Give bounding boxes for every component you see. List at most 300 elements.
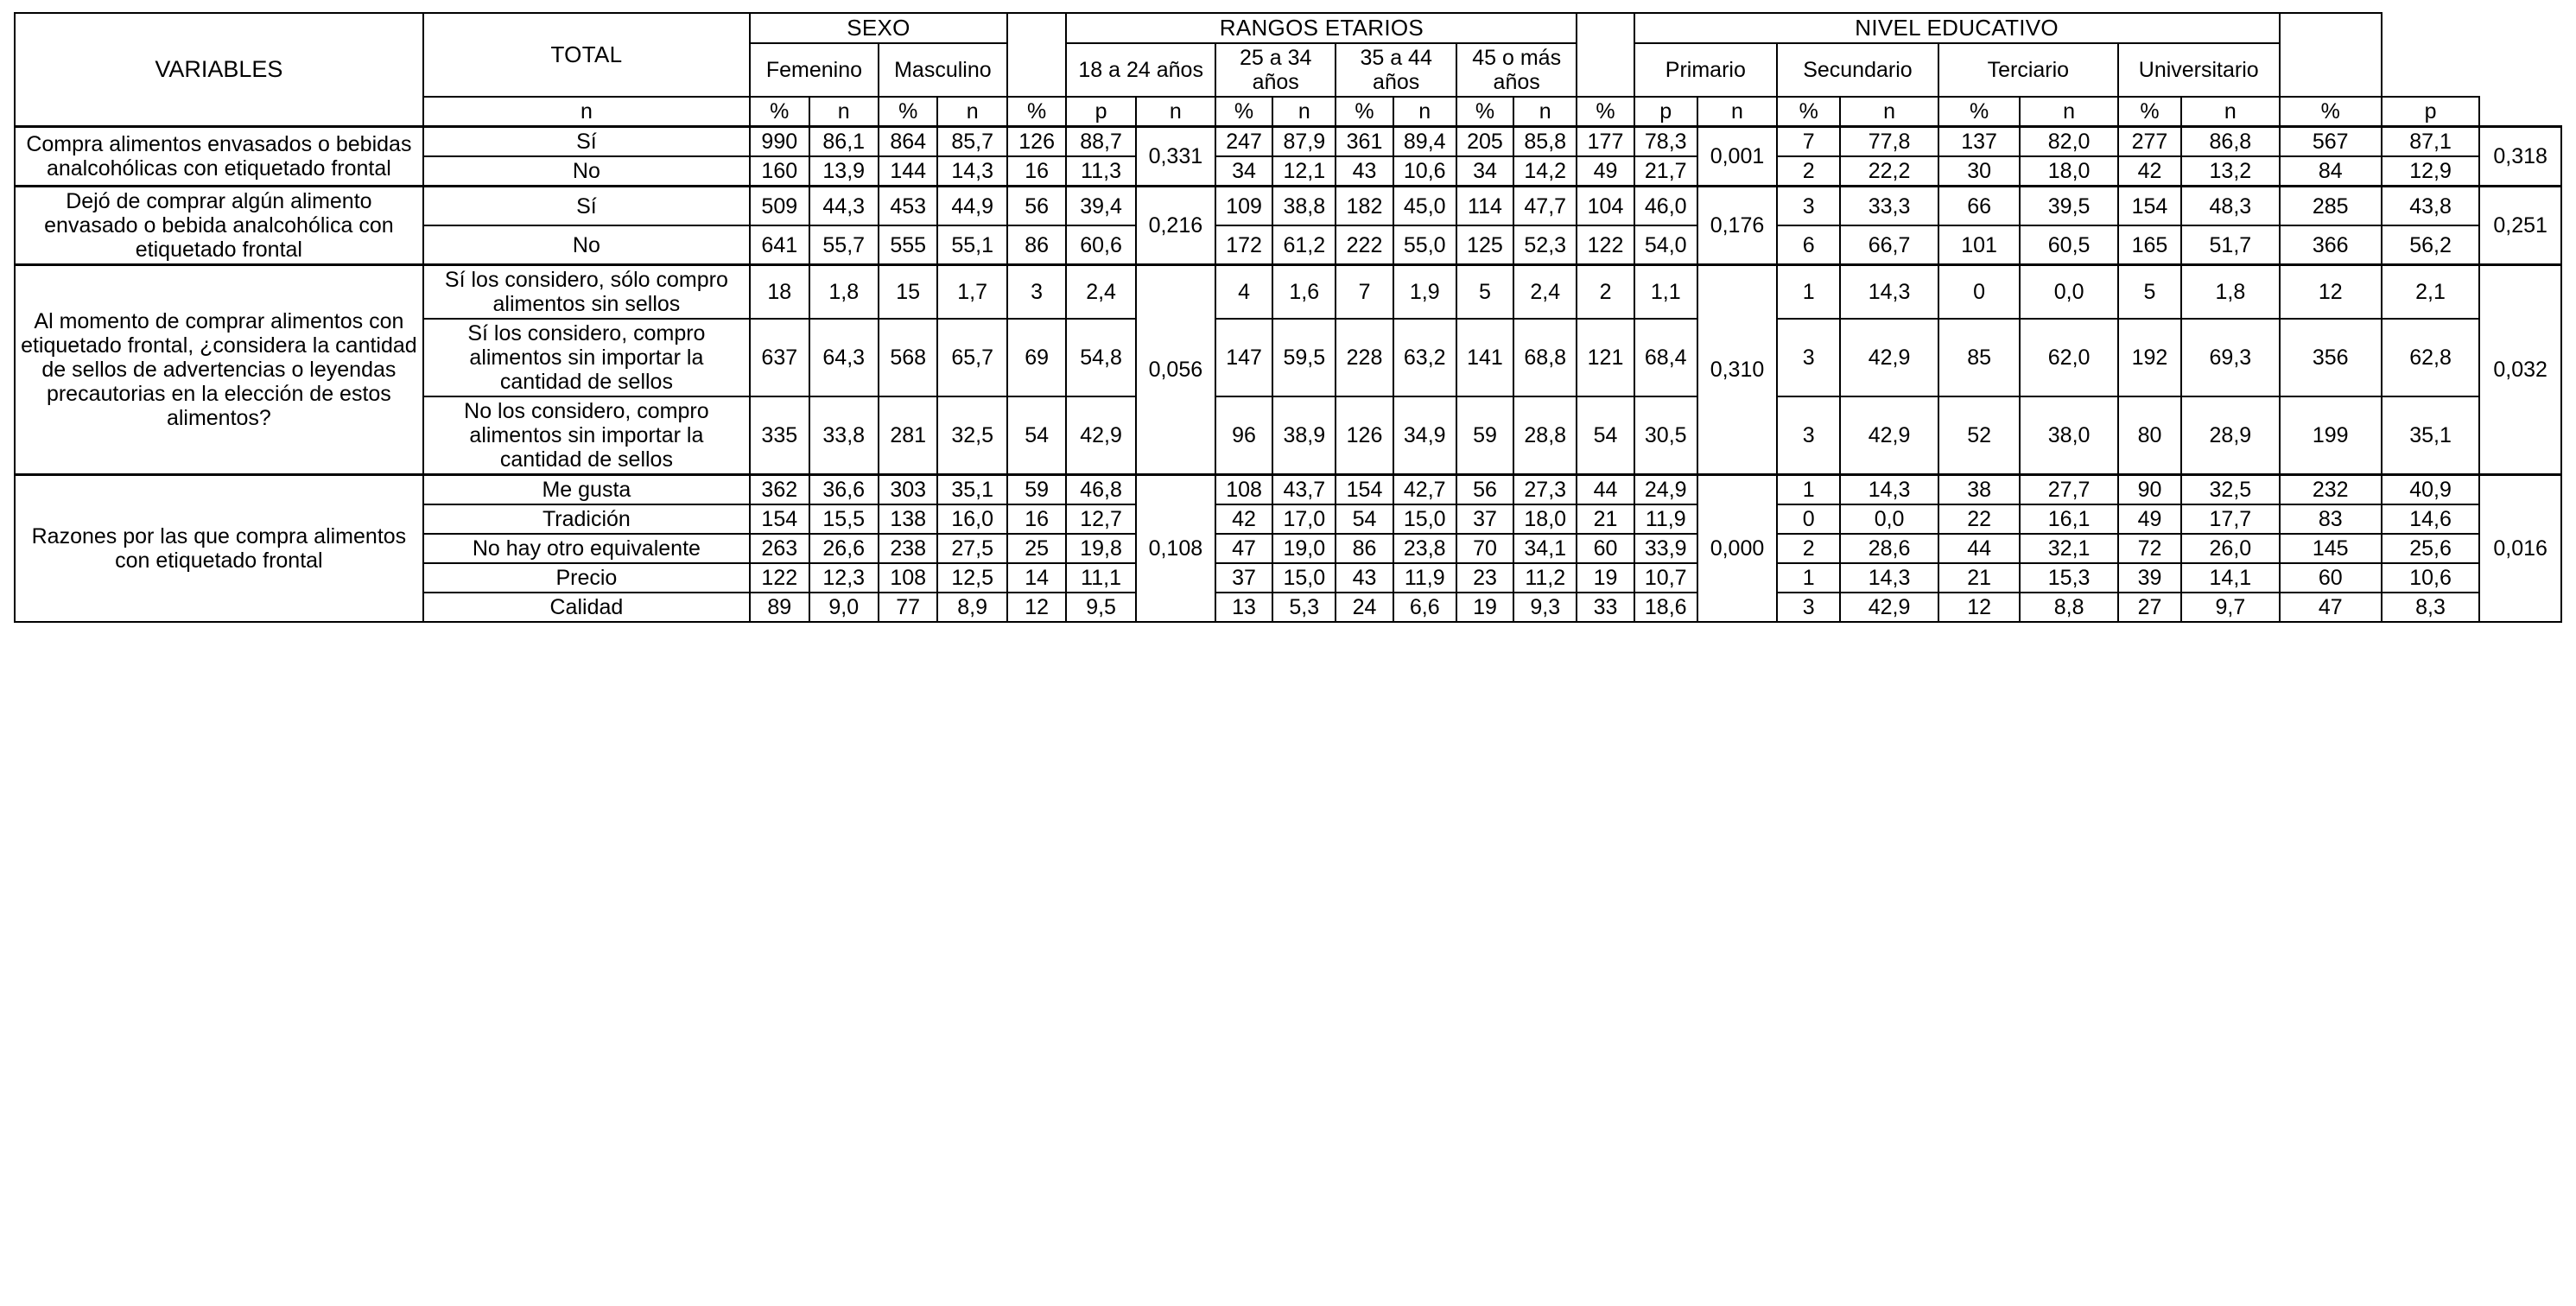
data-cell: 15,0 xyxy=(1393,504,1456,534)
header-secundario-n: n xyxy=(1840,97,1938,127)
data-cell: 38,9 xyxy=(1272,396,1336,475)
data-cell: 8,3 xyxy=(2382,593,2479,622)
data-cell: 165 xyxy=(2118,225,2181,265)
data-cell: 54 xyxy=(1336,504,1393,534)
data-cell: 85,7 xyxy=(937,127,1006,157)
data-cell: 14,3 xyxy=(1840,475,1938,505)
data-cell: 44,9 xyxy=(937,187,1006,226)
data-cell: 145 xyxy=(2280,534,2382,563)
data-cell: 88,7 xyxy=(1066,127,1135,157)
data-cell: 48,3 xyxy=(2181,187,2280,226)
data-cell: 19 xyxy=(1456,593,1513,622)
header-p-edad: p xyxy=(1634,97,1697,127)
data-cell: 10,6 xyxy=(2382,563,2479,593)
data-cell: 303 xyxy=(879,475,938,505)
p-value-edad: 0,310 xyxy=(1697,265,1777,475)
data-cell: 5 xyxy=(1456,265,1513,320)
category-label: No los considero, compro alimentos sin importar la cantidad de sellos xyxy=(423,396,750,475)
data-cell: 51,7 xyxy=(2181,225,2280,265)
data-cell: 44,3 xyxy=(809,187,879,226)
data-cell: 28,8 xyxy=(1513,396,1577,475)
data-cell: 27,7 xyxy=(2020,475,2117,505)
data-cell: 59 xyxy=(1456,396,1513,475)
data-cell: 10,7 xyxy=(1634,563,1697,593)
data-cell: 14,1 xyxy=(2181,563,2280,593)
category-label: No hay otro equivalente xyxy=(423,534,750,563)
data-cell: 84 xyxy=(2280,156,2382,187)
header-18-24-pct: % xyxy=(1215,97,1272,127)
header-primario: Primario xyxy=(1634,43,1777,97)
data-cell: 47,7 xyxy=(1513,187,1577,226)
data-cell: 362 xyxy=(750,475,809,505)
data-cell: 19,8 xyxy=(1066,534,1135,563)
category-label: No xyxy=(423,156,750,187)
data-cell: 101 xyxy=(1938,225,2021,265)
data-cell: 89 xyxy=(750,593,809,622)
data-cell: 14,3 xyxy=(1840,265,1938,320)
data-cell: 68,4 xyxy=(1634,319,1697,396)
data-cell: 25,6 xyxy=(2382,534,2479,563)
data-cell: 34,9 xyxy=(1393,396,1456,475)
data-cell: 14 xyxy=(1007,563,1067,593)
data-cell: 17,7 xyxy=(2181,504,2280,534)
data-cell: 32,5 xyxy=(937,396,1006,475)
data-cell: 126 xyxy=(1336,396,1393,475)
header-45-mas: 45 o más años xyxy=(1456,43,1577,97)
category-label: Sí los considero, compro alimentos sin importar la cantidad de sellos xyxy=(423,319,750,396)
data-cell: 16 xyxy=(1007,504,1067,534)
data-cell: 42,9 xyxy=(1840,396,1938,475)
table-row xyxy=(15,187,2561,226)
data-cell: 12,7 xyxy=(1066,504,1135,534)
header-p-sexo-placeholder xyxy=(1007,13,1067,97)
data-cell: 59 xyxy=(1007,475,1067,505)
data-cell: 9,0 xyxy=(809,593,879,622)
data-cell: 40,9 xyxy=(2382,475,2479,505)
data-cell: 199 xyxy=(2280,396,2382,475)
data-cell: 34 xyxy=(1215,156,1272,187)
data-cell: 44 xyxy=(1938,534,2021,563)
data-cell: 24,9 xyxy=(1634,475,1697,505)
data-cell: 11,9 xyxy=(1393,563,1456,593)
data-cell: 43 xyxy=(1336,563,1393,593)
data-cell: 361 xyxy=(1336,127,1393,157)
header-masculino-n: n xyxy=(937,97,1006,127)
table-row xyxy=(15,127,2561,157)
header-primario-pct: % xyxy=(1777,97,1840,127)
data-cell: 453 xyxy=(879,187,938,226)
data-cell: 52 xyxy=(1938,396,2021,475)
data-cell: 14,6 xyxy=(2382,504,2479,534)
data-cell: 85 xyxy=(1938,319,2021,396)
category-label: Sí xyxy=(423,187,750,226)
header-35-44-pct: % xyxy=(1456,97,1513,127)
data-cell: 0,0 xyxy=(2020,265,2117,320)
category-label: Sí xyxy=(423,127,750,157)
header-universitario: Universitario xyxy=(2118,43,2280,97)
variable-label: Razones por las que compra alimentos con etiquetado frontal xyxy=(15,475,423,623)
variable-label: Compra alimentos envasados o bebidas analcohólicas con etiquetado frontal xyxy=(15,127,423,187)
data-cell: 12 xyxy=(2280,265,2382,320)
data-cell: 86 xyxy=(1007,225,1067,265)
data-cell: 60 xyxy=(1577,534,1634,563)
header-group-nivel: NIVEL EDUCATIVO xyxy=(1634,13,2280,43)
data-cell: 3 xyxy=(1007,265,1067,320)
data-cell: 13 xyxy=(1215,593,1272,622)
header-35-44: 35 a 44 años xyxy=(1336,43,1456,97)
data-cell: 38 xyxy=(1938,475,2021,505)
data-cell: 8,9 xyxy=(937,593,1006,622)
data-cell: 3 xyxy=(1777,187,1840,226)
data-cell: 27 xyxy=(2118,593,2181,622)
data-cell: 69 xyxy=(1007,319,1067,396)
data-cell: 33,8 xyxy=(809,396,879,475)
data-cell: 25 xyxy=(1007,534,1067,563)
data-cell: 6 xyxy=(1777,225,1840,265)
data-cell: 59,5 xyxy=(1272,319,1336,396)
category-label: Precio xyxy=(423,563,750,593)
data-cell: 641 xyxy=(750,225,809,265)
data-cell: 7 xyxy=(1777,127,1840,157)
header-universitario-pct: % xyxy=(2280,97,2382,127)
data-cell: 69,3 xyxy=(2181,319,2280,396)
data-cell: 28,6 xyxy=(1840,534,1938,563)
data-cell: 43,7 xyxy=(1272,475,1336,505)
data-cell: 9,5 xyxy=(1066,593,1135,622)
data-cell: 37 xyxy=(1215,563,1272,593)
data-cell: 30,5 xyxy=(1634,396,1697,475)
data-cell: 23 xyxy=(1456,563,1513,593)
p-value-nivel: 0,032 xyxy=(2479,265,2561,475)
header-p-nivel-placeholder xyxy=(2280,13,2382,97)
data-cell: 990 xyxy=(750,127,809,157)
data-cell: 285 xyxy=(2280,187,2382,226)
data-cell: 44 xyxy=(1577,475,1634,505)
header-universitario-n: n xyxy=(2181,97,2280,127)
data-cell: 3 xyxy=(1777,319,1840,396)
table-body xyxy=(15,127,2561,623)
data-cell: 42,9 xyxy=(1840,319,1938,396)
header-18-24: 18 a 24 años xyxy=(1066,43,1215,97)
data-cell: 26,6 xyxy=(809,534,879,563)
data-cell: 11,1 xyxy=(1066,563,1135,593)
header-45-mas-n: n xyxy=(1513,97,1577,127)
table-row xyxy=(15,265,2561,320)
data-cell: 70 xyxy=(1456,534,1513,563)
data-cell: 222 xyxy=(1336,225,1393,265)
data-cell: 38,8 xyxy=(1272,187,1336,226)
data-cell: 12 xyxy=(1938,593,2021,622)
p-value-nivel: 0,318 xyxy=(2479,127,2561,187)
table-header xyxy=(15,13,2561,127)
data-cell: 90 xyxy=(2118,475,2181,505)
data-cell: 1,8 xyxy=(2181,265,2280,320)
table-row xyxy=(15,475,2561,505)
data-cell: 80 xyxy=(2118,396,2181,475)
data-cell: 78,3 xyxy=(1634,127,1697,157)
data-cell: 147 xyxy=(1215,319,1272,396)
data-cell: 55,7 xyxy=(809,225,879,265)
data-cell: 46,8 xyxy=(1066,475,1135,505)
data-cell: 108 xyxy=(1215,475,1272,505)
data-cell: 1,1 xyxy=(1634,265,1697,320)
data-cell: 509 xyxy=(750,187,809,226)
data-cell: 137 xyxy=(1938,127,2021,157)
header-total: TOTAL xyxy=(423,13,750,97)
data-cell: 43,8 xyxy=(2382,187,2479,226)
data-cell: 1,6 xyxy=(1272,265,1336,320)
data-cell: 39 xyxy=(2118,563,2181,593)
data-cell: 3 xyxy=(1777,593,1840,622)
data-cell: 192 xyxy=(2118,319,2181,396)
p-value-edad: 0,176 xyxy=(1697,187,1777,265)
data-cell: 12,1 xyxy=(1272,156,1336,187)
data-cell: 47 xyxy=(2280,593,2382,622)
data-cell: 177 xyxy=(1577,127,1634,157)
data-cell: 42 xyxy=(1215,504,1272,534)
data-cell: 62,8 xyxy=(2382,319,2479,396)
data-cell: 33,9 xyxy=(1634,534,1697,563)
data-cell: 42,9 xyxy=(1840,593,1938,622)
data-cell: 45,0 xyxy=(1393,187,1456,226)
data-cell: 356 xyxy=(2280,319,2382,396)
data-cell: 2,4 xyxy=(1066,265,1135,320)
data-cell: 2 xyxy=(1777,156,1840,187)
header-25-34-pct: % xyxy=(1336,97,1393,127)
data-cell: 3 xyxy=(1777,396,1840,475)
data-cell: 35,1 xyxy=(937,475,1006,505)
header-femenino-n: n xyxy=(809,97,879,127)
data-cell: 87,9 xyxy=(1272,127,1336,157)
data-cell: 21 xyxy=(1577,504,1634,534)
data-cell: 14,2 xyxy=(1513,156,1577,187)
data-cell: 154 xyxy=(1336,475,1393,505)
data-cell: 1,9 xyxy=(1393,265,1456,320)
data-cell: 83 xyxy=(2280,504,2382,534)
data-cell: 96 xyxy=(1215,396,1272,475)
variable-label: Al momento de comprar alimentos con etiquetado frontal, ¿considera la cantidad de sellos de advertencias o leyendas precautorias en la elección de estos alimentos? xyxy=(15,265,423,475)
data-cell: 5 xyxy=(2118,265,2181,320)
data-cell: 68,8 xyxy=(1513,319,1577,396)
data-cell: 32,5 xyxy=(2181,475,2280,505)
data-cell: 86,1 xyxy=(809,127,879,157)
data-cell: 86,8 xyxy=(2181,127,2280,157)
data-cell: 232 xyxy=(2280,475,2382,505)
data-cell: 281 xyxy=(879,396,938,475)
header-group-sexo: SEXO xyxy=(750,13,1007,43)
header-18-24-n: n xyxy=(1136,97,1215,127)
data-cell: 0 xyxy=(1938,265,2021,320)
data-cell: 172 xyxy=(1215,225,1272,265)
header-p-nivel: p xyxy=(2382,97,2479,127)
data-cell: 42 xyxy=(2118,156,2181,187)
data-cell: 34 xyxy=(1456,156,1513,187)
p-value-nivel: 0,016 xyxy=(2479,475,2561,623)
p-value-edad: 0,000 xyxy=(1697,475,1777,623)
data-cell: 16,1 xyxy=(2020,504,2117,534)
data-cell: 182 xyxy=(1336,187,1393,226)
data-cell: 56 xyxy=(1007,187,1067,226)
data-cell: 9,3 xyxy=(1513,593,1577,622)
data-cell: 21 xyxy=(1938,563,2021,593)
header-masculino: Masculino xyxy=(879,43,1007,97)
header-terciario-n: n xyxy=(2020,97,2117,127)
data-cell: 126 xyxy=(1007,127,1067,157)
data-cell: 14,3 xyxy=(1840,563,1938,593)
data-cell: 54 xyxy=(1577,396,1634,475)
header-total-n: n xyxy=(423,97,750,127)
data-cell: 56,2 xyxy=(2382,225,2479,265)
p-value-nivel: 0,251 xyxy=(2479,187,2561,265)
header-total-pct: % xyxy=(750,97,809,127)
data-cell: 0,0 xyxy=(1840,504,1938,534)
data-cell: 32,1 xyxy=(2020,534,2117,563)
data-cell: 38,0 xyxy=(2020,396,2117,475)
header-35-44-n: n xyxy=(1393,97,1456,127)
data-cell: 277 xyxy=(2118,127,2181,157)
data-cell: 205 xyxy=(1456,127,1513,157)
data-cell: 17,0 xyxy=(1272,504,1336,534)
header-secundario: Secundario xyxy=(1777,43,1938,97)
data-cell: 27,3 xyxy=(1513,475,1577,505)
data-cell: 37 xyxy=(1456,504,1513,534)
data-cell: 121 xyxy=(1577,319,1634,396)
data-cell: 24 xyxy=(1336,593,1393,622)
data-cell: 33,3 xyxy=(1840,187,1938,226)
category-label: Calidad xyxy=(423,593,750,622)
data-cell: 10,6 xyxy=(1393,156,1456,187)
data-cell: 114 xyxy=(1456,187,1513,226)
data-cell: 64,3 xyxy=(809,319,879,396)
data-cell: 85,8 xyxy=(1513,127,1577,157)
data-cell: 15,5 xyxy=(809,504,879,534)
header-terciario-pct: % xyxy=(2118,97,2181,127)
data-cell: 35,1 xyxy=(2382,396,2479,475)
data-cell: 86 xyxy=(1336,534,1393,563)
data-cell: 263 xyxy=(750,534,809,563)
p-value-sexo: 0,331 xyxy=(1136,127,1215,187)
data-cell: 42,9 xyxy=(1066,396,1135,475)
data-cell: 22 xyxy=(1938,504,2021,534)
header-25-34-n: n xyxy=(1272,97,1336,127)
data-cell: 34,1 xyxy=(1513,534,1577,563)
data-cell: 12 xyxy=(1007,593,1067,622)
category-label: No xyxy=(423,225,750,265)
header-variables: VARIABLES xyxy=(15,13,423,127)
data-cell: 27,5 xyxy=(937,534,1006,563)
p-value-edad: 0,001 xyxy=(1697,127,1777,187)
data-cell: 8,8 xyxy=(2020,593,2117,622)
data-cell: 60 xyxy=(2280,563,2382,593)
data-cell: 19 xyxy=(1577,563,1634,593)
data-cell: 5,3 xyxy=(1272,593,1336,622)
data-cell: 11,9 xyxy=(1634,504,1697,534)
data-cell: 18,0 xyxy=(2020,156,2117,187)
data-cell: 77 xyxy=(879,593,938,622)
header-p-edad-placeholder xyxy=(1577,13,1634,97)
data-cell: 335 xyxy=(750,396,809,475)
data-cell: 77,8 xyxy=(1840,127,1938,157)
data-cell: 154 xyxy=(750,504,809,534)
data-cell: 15,3 xyxy=(2020,563,2117,593)
data-cell: 49 xyxy=(2118,504,2181,534)
data-cell: 89,4 xyxy=(1393,127,1456,157)
data-cell: 154 xyxy=(2118,187,2181,226)
data-cell: 60,6 xyxy=(1066,225,1135,265)
data-cell: 238 xyxy=(879,534,938,563)
data-cell: 141 xyxy=(1456,319,1513,396)
data-cell: 39,5 xyxy=(2020,187,2117,226)
data-cell: 26,0 xyxy=(2181,534,2280,563)
data-cell: 15,0 xyxy=(1272,563,1336,593)
data-cell: 1,8 xyxy=(809,265,879,320)
data-cell: 15 xyxy=(879,265,938,320)
data-cell: 1 xyxy=(1777,475,1840,505)
data-cell: 52,3 xyxy=(1513,225,1577,265)
data-cell: 14,3 xyxy=(937,156,1006,187)
data-cell: 4 xyxy=(1215,265,1272,320)
data-cell: 66 xyxy=(1938,187,2021,226)
data-cell: 9,7 xyxy=(2181,593,2280,622)
data-cell: 46,0 xyxy=(1634,187,1697,226)
data-cell: 0 xyxy=(1777,504,1840,534)
data-cell: 12,5 xyxy=(937,563,1006,593)
p-value-sexo: 0,056 xyxy=(1136,265,1215,475)
data-cell: 1,7 xyxy=(937,265,1006,320)
data-cell: 12,3 xyxy=(809,563,879,593)
data-cell: 122 xyxy=(1577,225,1634,265)
data-cell: 11,3 xyxy=(1066,156,1135,187)
data-cell: 11,2 xyxy=(1513,563,1577,593)
data-cell: 55,0 xyxy=(1393,225,1456,265)
variable-label: Dejó de comprar algún alimento envasado o bebida analcohólica con etiquetado frontal xyxy=(15,187,423,265)
data-cell: 7 xyxy=(1336,265,1393,320)
data-cell: 6,6 xyxy=(1393,593,1456,622)
data-cell: 49 xyxy=(1577,156,1634,187)
data-cell: 2 xyxy=(1777,534,1840,563)
data-cell: 18,6 xyxy=(1634,593,1697,622)
data-cell: 1 xyxy=(1777,563,1840,593)
data-cell: 47 xyxy=(1215,534,1272,563)
data-cell: 16 xyxy=(1007,156,1067,187)
header-terciario: Terciario xyxy=(1938,43,2118,97)
data-cell: 18,0 xyxy=(1513,504,1577,534)
data-cell: 247 xyxy=(1215,127,1272,157)
data-cell: 104 xyxy=(1577,187,1634,226)
data-cell: 42,7 xyxy=(1393,475,1456,505)
data-cell: 109 xyxy=(1215,187,1272,226)
data-cell: 144 xyxy=(879,156,938,187)
data-cell: 23,8 xyxy=(1393,534,1456,563)
data-cell: 54,0 xyxy=(1634,225,1697,265)
data-cell: 19,0 xyxy=(1272,534,1336,563)
header-femenino-pct: % xyxy=(879,97,938,127)
data-cell: 2,4 xyxy=(1513,265,1577,320)
header-group-rangos: RANGOS ETARIOS xyxy=(1066,13,1577,43)
data-cell: 21,7 xyxy=(1634,156,1697,187)
data-cell: 39,4 xyxy=(1066,187,1135,226)
data-cell: 62,0 xyxy=(2020,319,2117,396)
data-cell: 30 xyxy=(1938,156,2021,187)
data-cell: 1 xyxy=(1777,265,1840,320)
data-cell: 56 xyxy=(1456,475,1513,505)
data-cell: 108 xyxy=(879,563,938,593)
header-femenino: Femenino xyxy=(750,43,879,97)
data-cell: 18 xyxy=(750,265,809,320)
data-cell: 122 xyxy=(750,563,809,593)
data-cell: 228 xyxy=(1336,319,1393,396)
data-cell: 33 xyxy=(1577,593,1634,622)
